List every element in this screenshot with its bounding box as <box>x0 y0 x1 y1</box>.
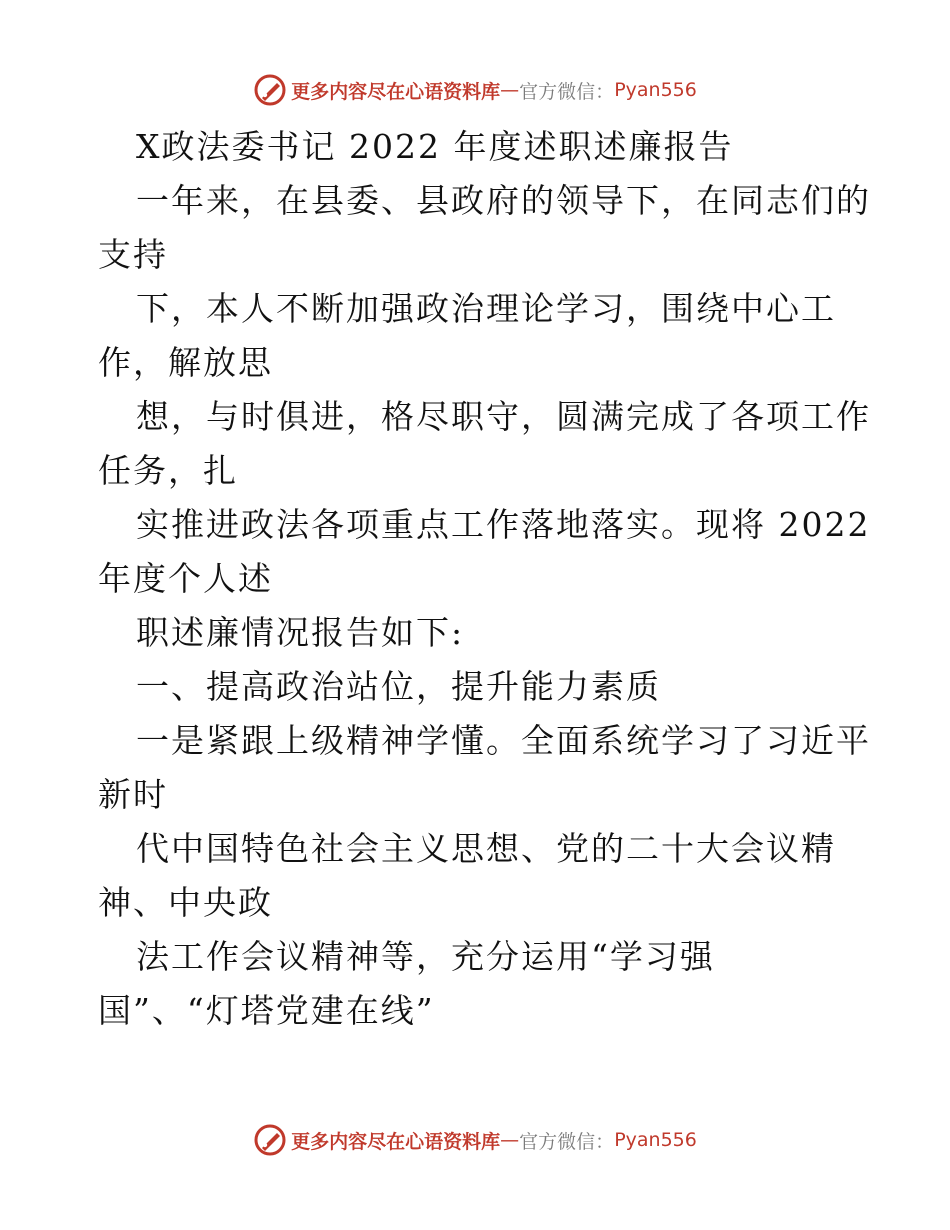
text-line: 想，与时俱进，格尽职守，圆满完成了各项工作 <box>136 397 871 436</box>
text-line: 神、中央政 <box>98 883 273 922</box>
text-line: 一是紧跟上级精神学懂。全面系统学习了习近平 <box>136 721 871 760</box>
watermark-site-name: 更多内容尽在心语资料库 <box>291 80 501 103</box>
text-line: 一年来，在县委、县政府的领导下，在同志们的 <box>136 181 871 220</box>
text-line: 新时 <box>98 775 168 814</box>
text-line: 职述廉情况报告如下: <box>136 613 465 652</box>
watermark-wechat-label: 官方微信： <box>519 80 615 103</box>
text-line: 法工作会议精神等，充分运用“学习强 <box>136 937 715 976</box>
watermark-wechat-id: Pyan556 <box>614 1129 697 1151</box>
watermark-dash: — <box>500 1129 520 1151</box>
watermark-footer <box>0 1120 950 1160</box>
text-line: 实推进政法各项重点工作落地落实。现将 2022 <box>136 505 871 544</box>
document-body <box>98 120 871 1038</box>
watermark-site-name: 更多内容尽在心语资料库 <box>291 1130 501 1153</box>
pen-logo-icon <box>253 1123 287 1157</box>
text-line: 作，解放思 <box>98 343 273 382</box>
text-line: 支持 <box>98 235 168 274</box>
text-line: 任务，扎 <box>98 451 238 490</box>
document-title: X政法委书记 2022 年度述职述廉报告 <box>136 127 734 166</box>
watermark-dash: — <box>500 79 520 101</box>
text-line: 年度个人述 <box>98 559 273 598</box>
pen-logo-icon <box>253 73 287 107</box>
section-heading: 一、提高政治站位，提升能力素质 <box>136 667 661 706</box>
watermark-header <box>0 70 950 110</box>
watermark-wechat-id: Pyan556 <box>614 79 697 101</box>
text-line: 下，本人不断加强政治理论学习，围绕中心工 <box>136 289 836 328</box>
watermark-wechat-label: 官方微信： <box>519 1130 615 1153</box>
text-line: 国”、“灯塔党建在线” <box>98 991 435 1030</box>
text-line: 代中国特色社会主义思想、党的二十大会议精 <box>136 829 836 868</box>
